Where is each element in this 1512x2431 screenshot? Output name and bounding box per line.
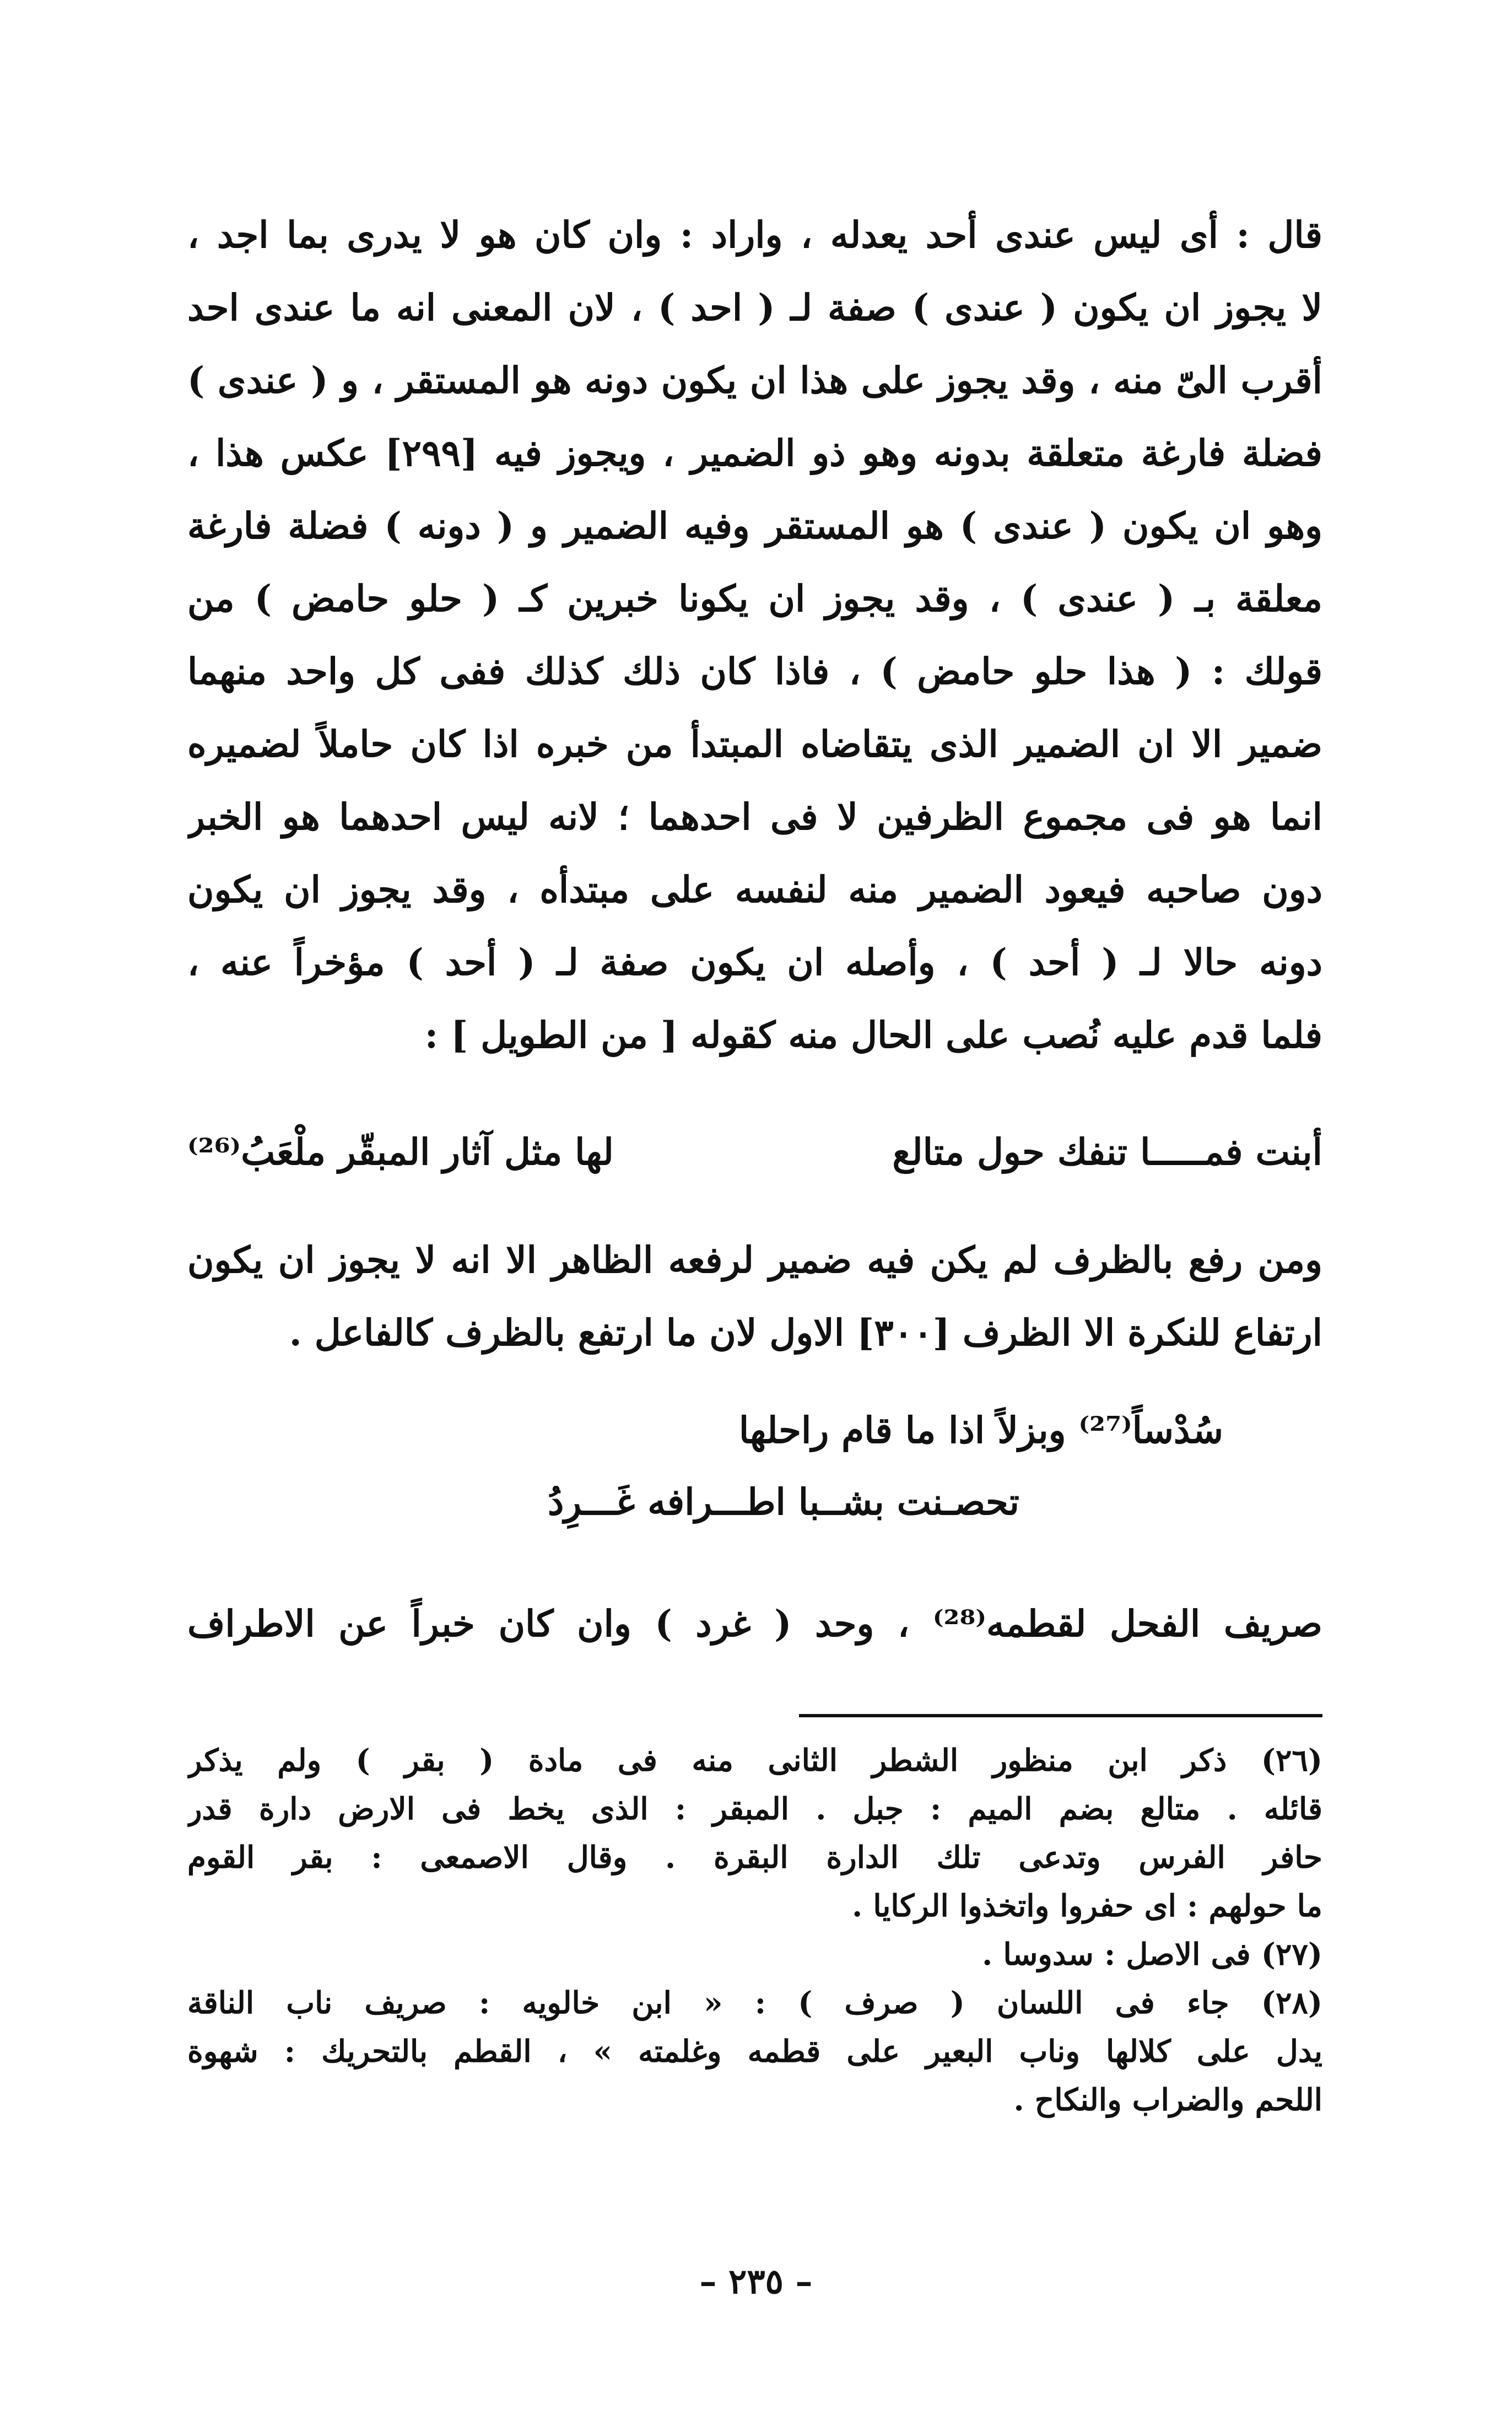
verse-2 <box>187 1394 1322 1538</box>
text-line: قال : أى ليس عندى أحد يعدله ، واراد : وان كان هو لا يدرى بما اجد ، <box>187 213 1322 256</box>
verse-1-first-hemistich: أبنت فمـــــا تنفك حول متالع <box>892 1130 1322 1173</box>
footnote-line: يدل على كلالها وناب البعير على قطمه وغلمته » ، القطم بالتحريك : شهوة <box>187 2033 1322 2069</box>
paragraph-2 <box>187 1223 1322 1369</box>
text-line: ضمير الا ان الضمير الذى يتقاضاه المبتدأ من خبره اذا كان حاملاً لضميره <box>187 723 1322 766</box>
text-line: دونه حالا لـ ( أحد ) ، وأصله ان يكون صفة لـ ( أحد ) مؤخراً عنه ، <box>187 941 1322 984</box>
text-line: لا يجوز ان يكون ( عندى ) صفة لـ ( احد ) ، لان المعنى انه ما عندى احد <box>187 286 1322 329</box>
verse-2-second-hemistich: تحصـنت بشــبا اطـــرافه غَـــرِدُ <box>547 1480 1019 1523</box>
verse-1-second-hemistich: لها مثل آثار المبقّر ملْعَبُ⁽²⁶⁾ <box>187 1130 614 1173</box>
text-line: ارتفاع للنكرة الا الظرف [٣٠٠] الاول لان ما ارتفع بالظرف كالفاعل . <box>289 1311 1322 1354</box>
footnote-separator <box>799 1714 1322 1717</box>
paragraph-3 <box>187 1587 1322 1660</box>
text-line: قولك : ( هذا حلو حامض ) ، فاذا كان ذلك كذلك ففى كل واحد منهما <box>187 650 1322 693</box>
footnotes <box>187 1736 1322 2124</box>
text-line: صريف الفحل لقطمه⁽²⁸⁾ ، وحد ( غرد ) وان كان خبراً عن الاطراف <box>187 1602 1322 1645</box>
footnote-line: اللحم والضراب والنكاح . <box>1013 2082 1322 2117</box>
paragraph-1 <box>187 198 1322 1071</box>
footnote-line: قائله . متالع بضم الميم : جبل . المبقر : الذى يخط فى الارض دارة قدر <box>187 1791 1322 1826</box>
text-line: ومن رفع بالظرف لم يكن فيه ضمير لرفعه الظاهر الا انه لا يجوز ان يكون <box>187 1238 1322 1281</box>
footnote-line: حافر الفرس وتدعى تلك الدارة البقرة . وقال الاصمعى : بقر القوم <box>187 1839 1322 1875</box>
text-line: دون صاحبه فيعود الضمير منه لنفسه على مبتدأه ، وقد يجوز ان يكون <box>187 868 1322 911</box>
text-line: وهو ان يكون ( عندى ) هو المستقر وفيه الضمير و ( دونه ) فضلة فارغة <box>187 504 1322 547</box>
verse-1 <box>187 1113 1322 1190</box>
footnote-line: (٢٧) فى الاصل : سدوسا . <box>982 1936 1322 1972</box>
footnote-line: (٢٦) ذكر ابن منظور الشطر الثانى منه فى مادة ( بقر ) ولم يذكر <box>187 1742 1322 1778</box>
verse-2-first-hemistich: سُدْساً⁽²⁷⁾ وبزلاً اذا ما قام راحلها <box>738 1409 1223 1452</box>
footnote-line: (٢٨) جاء فى اللسان ( صرف ) : « ابن خالويه : صريف ناب الناقة <box>187 1985 1322 2020</box>
page-number: – ٢٣٥ – <box>699 2261 813 2301</box>
text-line: فضلة فارغة متعلقة بدونه وهو ذو الضمير ، ويجوز فيه [٢٩٩] عكس هذا ، <box>187 432 1322 475</box>
footnote-line: ما حولهم : اى حفروا واتخذوا الركايا . <box>852 1888 1322 1923</box>
text-line: فلما قدم عليه نُصب على الحال منه كقوله [ من الطويل ] : <box>424 1014 1322 1057</box>
text-line: معلقة بـ ( عندى ) ، وقد يجوز ان يكونا خبرين كـ ( حلو حامض ) من <box>187 577 1322 620</box>
text-line: انما هو فى مجموع الظرفين لا فى احدهما ؛ لانه ليس احدهما هو الخبر <box>187 795 1322 838</box>
text-line: أقرب الىّ منه ، وقد يجوز على هذا ان يكون دونه هو المستقر ، و ( عندى ) <box>187 359 1322 402</box>
